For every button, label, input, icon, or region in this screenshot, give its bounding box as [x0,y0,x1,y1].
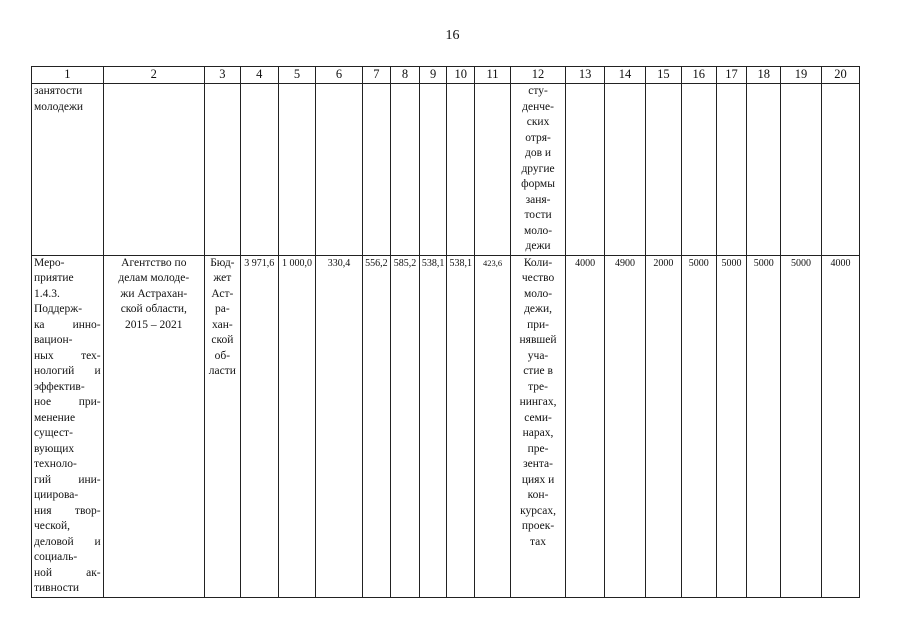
table-cell [419,84,447,256]
cell-text-line: Бюд- [210,256,235,269]
cell-text-line: тре- [528,380,548,393]
cell-text-line: ка инно- [34,318,101,331]
cell-text-line: ных тех- [34,349,101,362]
cell-text-line: вацион- [34,334,73,346]
cell-text-line: приятие [34,272,74,284]
cell-text-line: Коли- [523,256,553,269]
cell-text-line: циирова- [34,489,79,501]
column-number-cell: 18 [747,67,781,84]
cell-text-line: жи Астрахан- [120,287,188,300]
cell-text-line: дов и [525,147,552,159]
cell-text-line: денче- [522,100,554,113]
cell-text-line: хан- [212,318,233,331]
cell-text-line: стие в [523,365,553,377]
column-number-cell: 7 [362,67,391,84]
table-cell [781,84,822,256]
cell-text-line: при- [527,318,549,331]
cell-text-line: отря- [525,131,551,144]
cell-text-line: формы [521,178,555,190]
table-cell [747,84,781,256]
table-cell [103,84,204,256]
cell-target-value: 5000 [781,255,822,597]
column-number-cell: 16 [681,67,716,84]
cell-text-line: деловой и [34,535,101,548]
table-cell [447,84,475,256]
column-number-cell: 14 [605,67,646,84]
column-number-cell: 11 [475,67,511,84]
cell-text-line: семи- [524,411,552,424]
cell-funding-value: 330,4 [316,255,362,597]
table-row [32,255,860,597]
cell-text-line: Поддерж- [34,303,83,315]
table-cell [362,84,391,256]
table-cell [681,84,716,256]
cell-funding-value: 538,1 [447,255,475,597]
column-number-cell: 4 [240,67,278,84]
cell-text-line: моло- [523,224,553,237]
cell-text-line: тивности [34,582,80,594]
cell-text-line: эффектив- [34,380,85,393]
cell-text-line: сущест- [34,427,73,439]
cell-text-line: кон- [527,489,549,501]
cell-text-line: ской области, [120,303,187,315]
table-cell [204,84,240,256]
column-number-cell: 5 [278,67,316,84]
cell-text-line: 2015 – 2021 [125,318,183,331]
column-number-cell: 6 [316,67,362,84]
cell-text-line: занятости [34,85,83,97]
cell-text-line: нингах, [519,396,557,408]
cell-text-line: ской [211,334,234,346]
cell-text-line: Меро- [34,256,65,269]
cell-text-line: курсах, [520,504,556,517]
cell-text-line: молодежи [34,100,84,113]
cell-measure-name [32,84,104,256]
cell-text-line: чество [521,272,555,284]
cell-funding-value: 423,6 [475,255,511,597]
cell-text-line: менение [34,411,76,424]
cell-funding-value: 556,2 [362,255,391,597]
cell-text-line: тах [530,535,547,548]
cell-text-line: другие [521,162,555,175]
cell-text-line: нологий и [34,365,101,377]
cell-funding-value: 538,1 [419,255,447,597]
cell-text-line: дежи, [524,303,552,315]
cell-target-value: 2000 [646,255,682,597]
table-cell [278,84,316,256]
column-number-cell: 2 [103,67,204,84]
cell-text-line: Аст- [211,287,234,300]
cell-text-line: ских [526,116,550,128]
column-number-cell: 17 [716,67,747,84]
cell-text-line: циях и [521,473,555,486]
program-table [31,66,860,598]
cell-target-value: 5000 [681,255,716,597]
cell-text-line: 1.4.3. [34,287,60,300]
cell-text-line: заня- [525,193,551,206]
cell-text-line: дежи [525,240,551,252]
cell-measure-name [32,255,104,597]
cell-text-line: тости [524,209,552,221]
cell-text-line: техноло- [34,458,77,470]
table-cell [605,84,646,256]
cell-indicator [510,255,565,597]
cell-text-line: проек- [521,520,555,532]
cell-text-line: ласти [208,365,236,377]
table-cell [566,84,605,256]
page-number: 16 [445,28,460,43]
table-cell [475,84,511,256]
cell-target-value: 4000 [566,255,605,597]
cell-text-line: зента- [523,458,553,470]
table-cell [646,84,682,256]
column-number-cell: 15 [646,67,682,84]
column-number-cell: 12 [510,67,565,84]
cell-executor [103,255,204,597]
table-row [32,84,860,256]
cell-text-line: вующих [34,442,75,455]
cell-text-line: ра- [215,303,230,315]
table-cell [240,84,278,256]
table-cell [316,84,362,256]
cell-text-line: уча- [527,349,549,362]
cell-text-line: моло- [523,287,553,300]
column-number-cell: 20 [822,67,860,84]
column-number-row [32,67,860,84]
cell-text-line: нявшей [519,334,557,346]
cell-text-line: сту- [528,85,548,97]
column-number-cell: 13 [566,67,605,84]
cell-indicator [510,84,565,256]
column-number-cell: 3 [204,67,240,84]
cell-text-line: Агентство по [121,256,187,269]
cell-text-line: об- [214,349,231,362]
table-cell [716,84,747,256]
cell-text-line: социаль- [34,551,78,563]
cell-text-line: пре- [527,442,549,455]
cell-target-value: 4000 [822,255,860,597]
cell-text-line: нарах, [522,427,554,439]
column-number-cell: 8 [391,67,420,84]
column-number-cell: 9 [419,67,447,84]
cell-text-line: ной ак- [34,566,101,579]
cell-target-value: 5000 [747,255,781,597]
cell-text-line: ния твор- [34,504,101,517]
cell-text-line: жет [213,272,232,284]
column-number-cell: 1 [32,67,104,84]
column-number-cell: 10 [447,67,475,84]
cell-target-value: 4900 [605,255,646,597]
cell-text-line: ческой, [34,520,71,532]
cell-text-line: делам молоде- [118,272,190,284]
cell-text-line: гий ини- [34,473,101,486]
cell-funding-value: 1 000,0 [278,255,316,597]
table-cell [391,84,420,256]
cell-funding-value: 585,2 [391,255,420,597]
table-cell [822,84,860,256]
cell-target-value: 5000 [716,255,747,597]
cell-text-line: ное при- [34,396,101,408]
cell-funding-source [204,255,240,597]
column-number-cell: 19 [781,67,822,84]
cell-funding-value: 3 971,6 [240,255,278,597]
